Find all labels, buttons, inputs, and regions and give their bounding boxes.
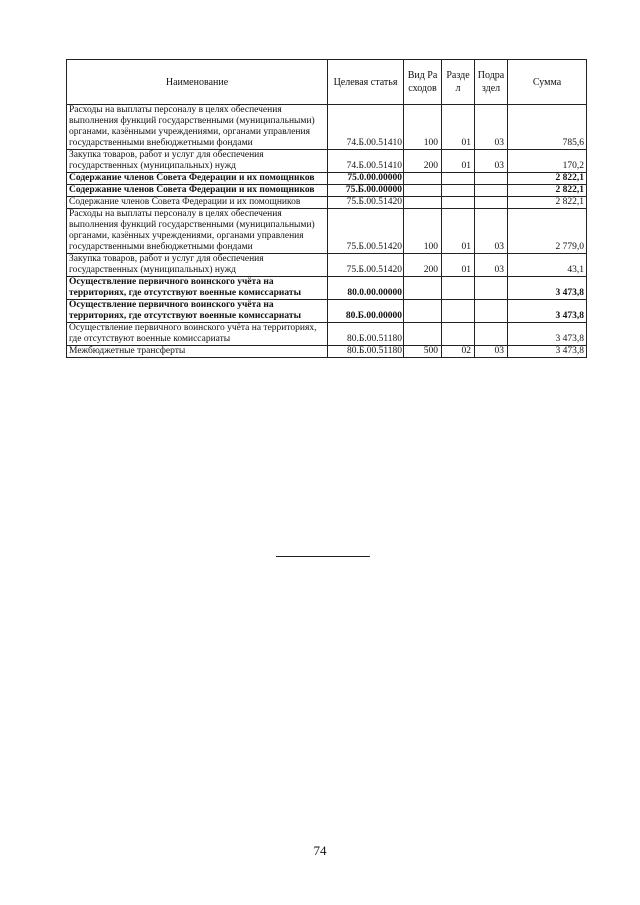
cell-podrazdel	[475, 197, 508, 209]
cell-vid: 200	[404, 150, 442, 173]
cell-razdel	[442, 323, 475, 346]
header-vid: Вид Расходов	[404, 60, 442, 105]
cell-razdel: 01	[442, 105, 475, 150]
cell-code: 80.Б.00.51180	[328, 323, 404, 346]
cell-name: Расходы на выплаты персоналу в целях обеспечения выполнения функций государственными (муниципальными) органами, казёнными учреждениями, органами управления государственными внебюджетными фондами	[67, 105, 328, 150]
cell-summa: 2 822,1	[508, 197, 587, 209]
cell-code: 80.0.00.00000	[328, 277, 404, 300]
table-row	[67, 323, 587, 346]
table-row	[67, 346, 587, 358]
cell-code: 75.Б.00.00000	[328, 185, 404, 197]
cell-summa: 170,2	[508, 150, 587, 173]
cell-vid	[404, 300, 442, 323]
table-row	[67, 173, 587, 185]
table-row	[67, 197, 587, 209]
cell-razdel: 01	[442, 209, 475, 254]
cell-vid: 200	[404, 254, 442, 277]
cell-vid	[404, 277, 442, 300]
cell-podrazdel	[475, 277, 508, 300]
cell-razdel: 02	[442, 346, 475, 358]
cell-summa: 785,6	[508, 105, 587, 150]
table-row	[67, 277, 587, 300]
cell-vid: 100	[404, 105, 442, 150]
cell-code: 75.Б.00.51420	[328, 254, 404, 277]
cell-vid	[404, 197, 442, 209]
header-podrazdel: Подраздел	[475, 60, 508, 105]
cell-code: 80.Б.00.00000	[328, 300, 404, 323]
cell-razdel: 01	[442, 150, 475, 173]
cell-razdel: 01	[442, 254, 475, 277]
cell-razdel	[442, 277, 475, 300]
cell-name: Закупка товаров, работ и услуг для обеспечения государственных (муниципальных) нужд	[67, 254, 328, 277]
cell-summa: 2 822,1	[508, 185, 587, 197]
table-row	[67, 209, 587, 254]
cell-podrazdel	[475, 323, 508, 346]
cell-name: Содержание членов Совета Федерации и их помощников	[67, 173, 328, 185]
cell-summa: 43,1	[508, 254, 587, 277]
cell-podrazdel: 03	[475, 209, 508, 254]
table-row	[67, 254, 587, 277]
header-name: Наименование	[67, 60, 328, 105]
table-body	[67, 105, 587, 358]
cell-name: Содержание членов Совета Федерации и их помощников	[67, 197, 328, 209]
cell-summa: 3 473,8	[508, 277, 587, 300]
cell-summa: 2 822,1	[508, 173, 587, 185]
cell-vid: 500	[404, 346, 442, 358]
table-row	[67, 150, 587, 173]
cell-vid	[404, 173, 442, 185]
cell-podrazdel	[475, 300, 508, 323]
table-row	[67, 300, 587, 323]
header-razdel: Раздел	[442, 60, 475, 105]
cell-code: 75.Б.00.51420	[328, 197, 404, 209]
cell-podrazdel: 03	[475, 105, 508, 150]
cell-name: Межбюджетные трансферты	[67, 346, 328, 358]
cell-razdel	[442, 197, 475, 209]
cell-podrazdel	[475, 185, 508, 197]
cell-code: 74.Б.00.51410	[328, 105, 404, 150]
cell-summa: 3 473,8	[508, 323, 587, 346]
cell-name: Осуществление первичного воинского учёта на территориях, где отсутствуют военные комиссариаты	[67, 277, 328, 300]
cell-name: Расходы на выплаты персоналу в целях обеспечения выполнения функций государственными (муниципальными) органами, казённых учреждениями, органами управления государственными внебюджетными фондами	[67, 209, 328, 254]
cell-podrazdel: 03	[475, 150, 508, 173]
cell-razdel	[442, 173, 475, 185]
cell-code: 75.Б.00.51420	[328, 209, 404, 254]
cell-summa: 3 473,8	[508, 300, 587, 323]
cell-summa: 2 779,0	[508, 209, 587, 254]
table-header-row	[67, 60, 587, 105]
cell-podrazdel: 03	[475, 254, 508, 277]
cell-name: Осуществление первичного воинского учёта на территориях, где отсутствуют военные комиссариаты	[67, 323, 328, 346]
cell-vid	[404, 185, 442, 197]
header-summa: Сумма	[508, 60, 587, 105]
cell-vid: 100	[404, 209, 442, 254]
cell-name: Содержание членов Совета Федерации и их помощников	[67, 185, 328, 197]
page-number: 74	[313, 843, 327, 858]
cell-podrazdel	[475, 173, 508, 185]
footnote-divider	[276, 556, 370, 557]
cell-vid	[404, 323, 442, 346]
header-code: Целевая статья	[328, 60, 404, 105]
budget-table	[66, 59, 587, 358]
cell-razdel	[442, 185, 475, 197]
cell-name: Закупка товаров, работ и услуг для обеспечения государственных (муниципальных) нужд	[67, 150, 328, 173]
table-row	[67, 185, 587, 197]
cell-summa: 3 473,8	[508, 346, 587, 358]
cell-razdel	[442, 300, 475, 323]
cell-code: 80.Б.00.51180	[328, 346, 404, 358]
cell-podrazdel: 03	[475, 346, 508, 358]
cell-code: 75.0.00.00000	[328, 173, 404, 185]
cell-code: 74.Б.00.51410	[328, 150, 404, 173]
table-row	[67, 105, 587, 150]
cell-name: Осуществление первичного воинского учёта на территориях, где отсутствуют военные комиссариаты	[67, 300, 328, 323]
